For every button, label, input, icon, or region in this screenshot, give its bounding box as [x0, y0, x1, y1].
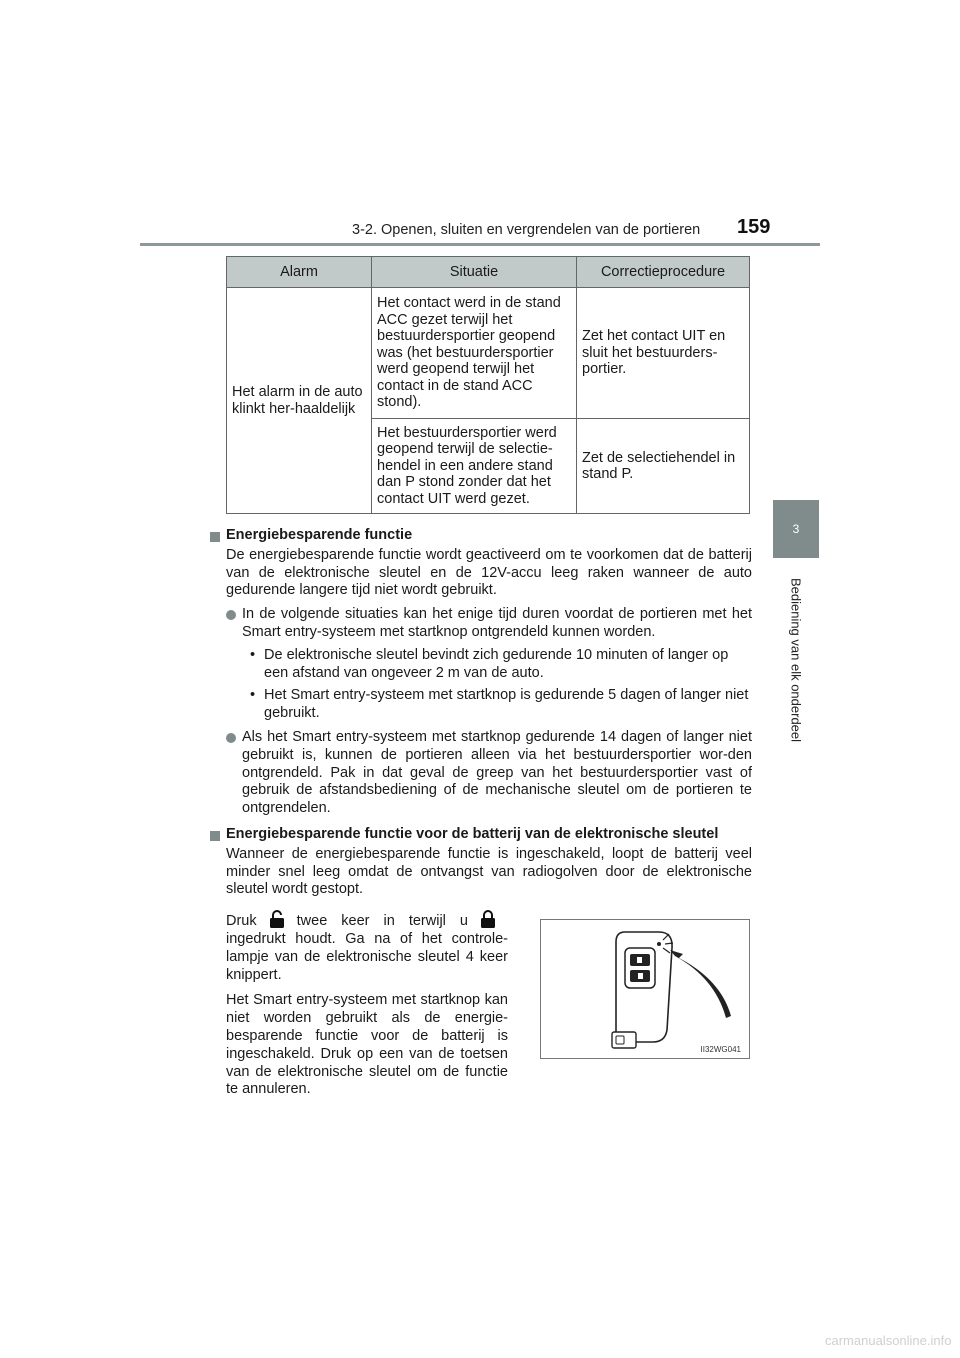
- electronic-key-illustration: [541, 920, 749, 1058]
- chapter-tab: 3: [773, 500, 819, 558]
- bullet-text: In de volgende situaties kan het enige tijd duren voordat de portieren met het Smart entry-systeem met startknop ontgrendeld kunnen worden.: [242, 606, 752, 640]
- square-bullet-icon: [210, 831, 220, 841]
- section-intro: De energiebesparende functie wordt geactiveerd om te voorkomen dat de batterij van de elektronische sleutel en de 12V-accu leeg raken wanneer de auto gedurende langere tijd niet wordt gebruikt.: [226, 546, 752, 599]
- section-title: Energiebesparende functie voor de batterij van de elektronische sleutel: [226, 825, 719, 842]
- situation-cell: Het bestuurdersportier werd geopend terwijl de selectie-hendel in een andere stand dan P stond zonder dat het contact UIT werd gezet.: [372, 419, 577, 514]
- circle-bullet-icon: [226, 610, 236, 620]
- header-title: 3-2. Openen, sluiten en vergrendelen van de portieren: [352, 222, 701, 238]
- section-heading: [210, 527, 752, 545]
- press-text: Druk: [226, 913, 257, 930]
- sub-bullet-text: Het Smart entry-systeem met startknop is gedurende 5 dagen of langer niet gebruikt.: [264, 687, 749, 722]
- lock-icon: [480, 909, 496, 929]
- section-intro: Wanneer de energiebesparende functie is ingeschakeld, loopt de batterij veel minder snel leeg omdat de ontvangst van radiogolven door de elektronische sleutel wordt gestopt.: [226, 845, 752, 898]
- header-rule: [140, 243, 820, 246]
- unlock-icon: [269, 909, 285, 929]
- note-text: Het Smart entry-systeem met startknop kan niet worden gebruikt als de energie-besparende functie voor de batterij is ingeschakeld. Druk op een van de toetsen van de elektronische sleutel om de functie te annuleren.: [226, 992, 508, 1098]
- alarm-cell: Het alarm in de auto klinkt her-haaldelijk: [227, 288, 372, 514]
- section-title: Energiebesparende functie: [226, 527, 413, 543]
- procedure-cell: Zet de selectiehendel in stand P.: [577, 419, 750, 514]
- watermark: carmanualsonline.info: [825, 1333, 952, 1348]
- dot-bullet-icon: •: [250, 687, 256, 704]
- sub-bullet-text: De elektronische sleutel bevindt zich gedurende 10 minuten of langer op een afstand van ongeveer 2 m van de auto.: [264, 646, 729, 681]
- bullet-text: Als het Smart entry-systeem met startknop gedurende 14 dagen of langer niet gebruikt is, kunnen de portieren alleen via het bestuurdersportier wor-den ontgrendeld. Pak in dat geval de greep van het bestuurdersportier vast of gebruik de afstandsbediening of de mechanische sleutel om de portieren te ontgrendelen.: [242, 728, 752, 817]
- column-header-procedure: Correctieprocedure: [577, 257, 750, 288]
- instruction-text: [226, 909, 508, 1099]
- sub-list-item: [242, 687, 752, 723]
- situation-cell: Het contact werd in de stand ACC gezet terwijl het bestuurdersportier geopend was (het bestuurdersportier werd geopend terwijl het contact in de stand ACC stond).: [372, 288, 577, 419]
- press-text: ingedrukt houdt. Ga na of het controle-lampje van de elektronische sleutel 4 keer knippert.: [226, 930, 508, 983]
- page-number: 159: [737, 216, 771, 238]
- body-content: [210, 527, 752, 1107]
- figure-code: II32WG041: [700, 1045, 741, 1055]
- alarm-table: [226, 256, 750, 514]
- dot-bullet-icon: •: [250, 646, 256, 663]
- chapter-label: Bediening van elk onderdeel: [788, 577, 804, 743]
- table-header-row: [227, 257, 750, 288]
- list-item: [226, 729, 752, 818]
- section-heading: [210, 826, 752, 844]
- key-figure: [540, 919, 750, 1059]
- list-item: [226, 606, 752, 642]
- circle-bullet-icon: [226, 733, 236, 743]
- procedure-cell: Zet het contact UIT en sluit het bestuurders-portier.: [577, 288, 750, 419]
- sub-list-item: [242, 647, 752, 683]
- column-header-alarm: Alarm: [227, 257, 372, 288]
- press-instruction: [226, 909, 508, 984]
- square-bullet-icon: [210, 532, 220, 542]
- instruction-block: [226, 909, 752, 1099]
- press-text: twee keer in terwijl u: [296, 913, 468, 930]
- column-header-situation: Situatie: [372, 257, 577, 288]
- table-row: [227, 288, 750, 419]
